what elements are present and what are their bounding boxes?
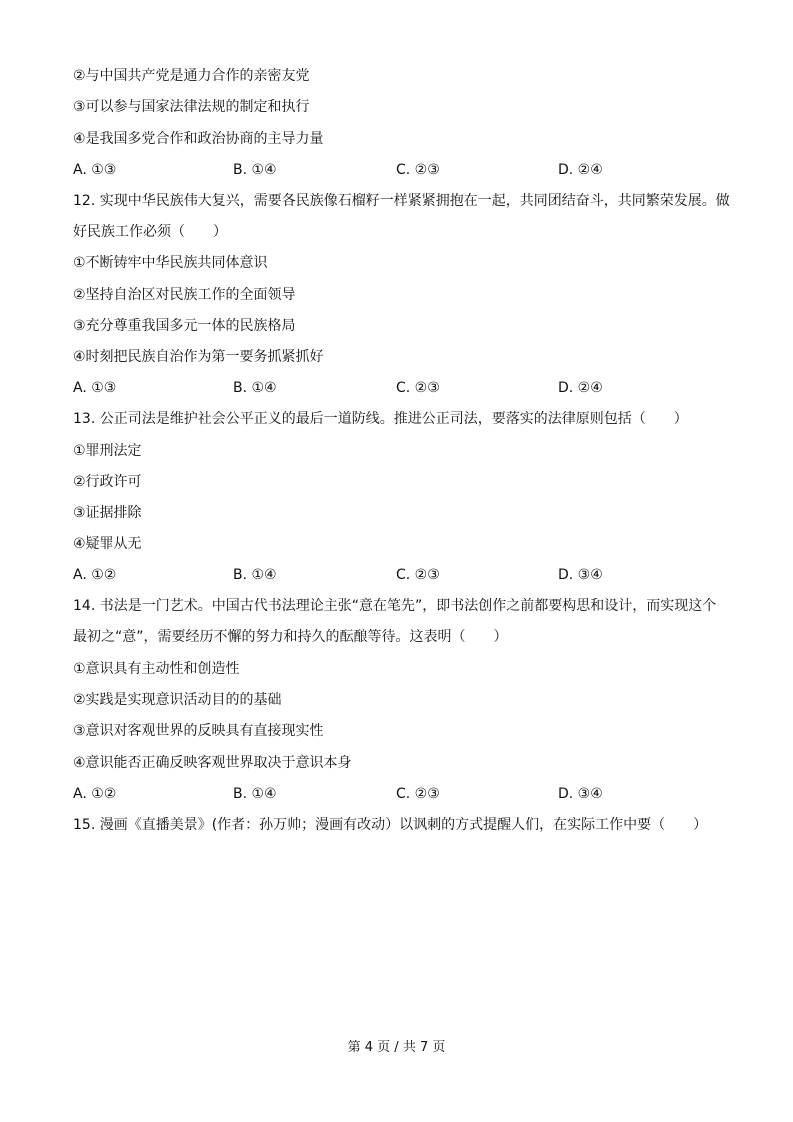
q13-option-b: B. ①④ xyxy=(233,567,277,583)
q12-option-c: C. ②③ xyxy=(396,380,440,396)
q11-option-d: D. ②④ xyxy=(558,162,603,178)
q11-item-3: ③可以参与国家法律法规的制定和执行 xyxy=(73,99,310,115)
q13-stem-line1: 13. 公正司法是维护社会公平正义的最后一道防线。推进公正司法，要落实的法律原则包括（ ） xyxy=(73,411,688,427)
q13-option-a: A. ①② xyxy=(73,567,117,583)
q12-option-b: B. ①④ xyxy=(233,380,277,396)
q13-item-3: ③证据排除 xyxy=(73,505,142,521)
q12-option-d: D. ②④ xyxy=(558,380,603,396)
q14-stem-line1: 14. 书法是一门艺术。中国古代书法理论主张“意在笔先”，即书法创作之前都要构思和设计，而实现这个 xyxy=(73,598,717,614)
q14-item-4: ④意识能否正确反映客观世界取决于意识本身 xyxy=(73,755,352,771)
q14-item-3: ③意识对客观世界的反映具有直接现实性 xyxy=(73,723,324,739)
q12-item-2: ②坚持自治区对民族工作的全面领导 xyxy=(73,287,296,303)
q14-item-1: ①意识具有主动性和创造性 xyxy=(73,661,240,677)
q12-option-a: A. ①③ xyxy=(73,380,117,396)
q14-option-b: B. ①④ xyxy=(233,786,277,802)
q15-stem-line1: 15. 漫画《直播美景》(作者：孙万帅；漫画有改动）以讽刺的方式提醒人们，在实际工作中要（ ） xyxy=(73,817,708,833)
q14-option-a: A. ①② xyxy=(73,786,117,802)
q13-option-c: C. ②③ xyxy=(396,567,440,583)
q12-item-1: ①不断铸牢中华民族共同体意识 xyxy=(73,255,268,271)
q12-item-4: ④时刻把民族自治作为第一要务抓紧抓好 xyxy=(73,349,324,365)
q13-option-d: D. ③④ xyxy=(558,567,603,583)
q11-option-c: C. ②③ xyxy=(396,162,440,178)
q13-options xyxy=(73,566,673,584)
q14-option-c: C. ②③ xyxy=(396,786,440,802)
q11-option-b: B. ①④ xyxy=(233,162,277,178)
q11-item-2: ②与中国共产党是通力合作的亲密友党 xyxy=(73,68,310,84)
q12-item-3: ③充分尊重我国多元一体的民族格局 xyxy=(73,318,296,334)
q13-item-1: ①罪刑法定 xyxy=(73,443,142,459)
q11-item-4: ④是我国多党合作和政治协商的主导力量 xyxy=(73,131,324,147)
q13-item-4: ④疑罪从无 xyxy=(73,536,142,552)
q11-options xyxy=(73,161,673,179)
q14-option-d: D. ③④ xyxy=(558,786,603,802)
q12-stem-line2: 好民族工作必须（ ） xyxy=(73,224,227,240)
q11-option-a: A. ①③ xyxy=(73,162,117,178)
page-number-footer: 第 4 页 / 共 7 页 xyxy=(347,1040,446,1055)
q14-stem-line2: 最初之“意”，需要经历不懈的努力和持久的酝酿等待。这表明（ ） xyxy=(73,629,508,645)
q14-item-2: ②实践是实现意识活动目的的基础 xyxy=(73,692,282,708)
q14-options xyxy=(73,785,673,803)
q13-item-2: ②行政许可 xyxy=(73,474,142,490)
q12-stem-line1: 12. 实现中华民族伟大复兴，需要各民族像石榴籽一样紧紧拥抱在一起，共同团结奋斗，共同繁荣发展。做 xyxy=(73,193,730,209)
q12-options xyxy=(73,379,673,397)
